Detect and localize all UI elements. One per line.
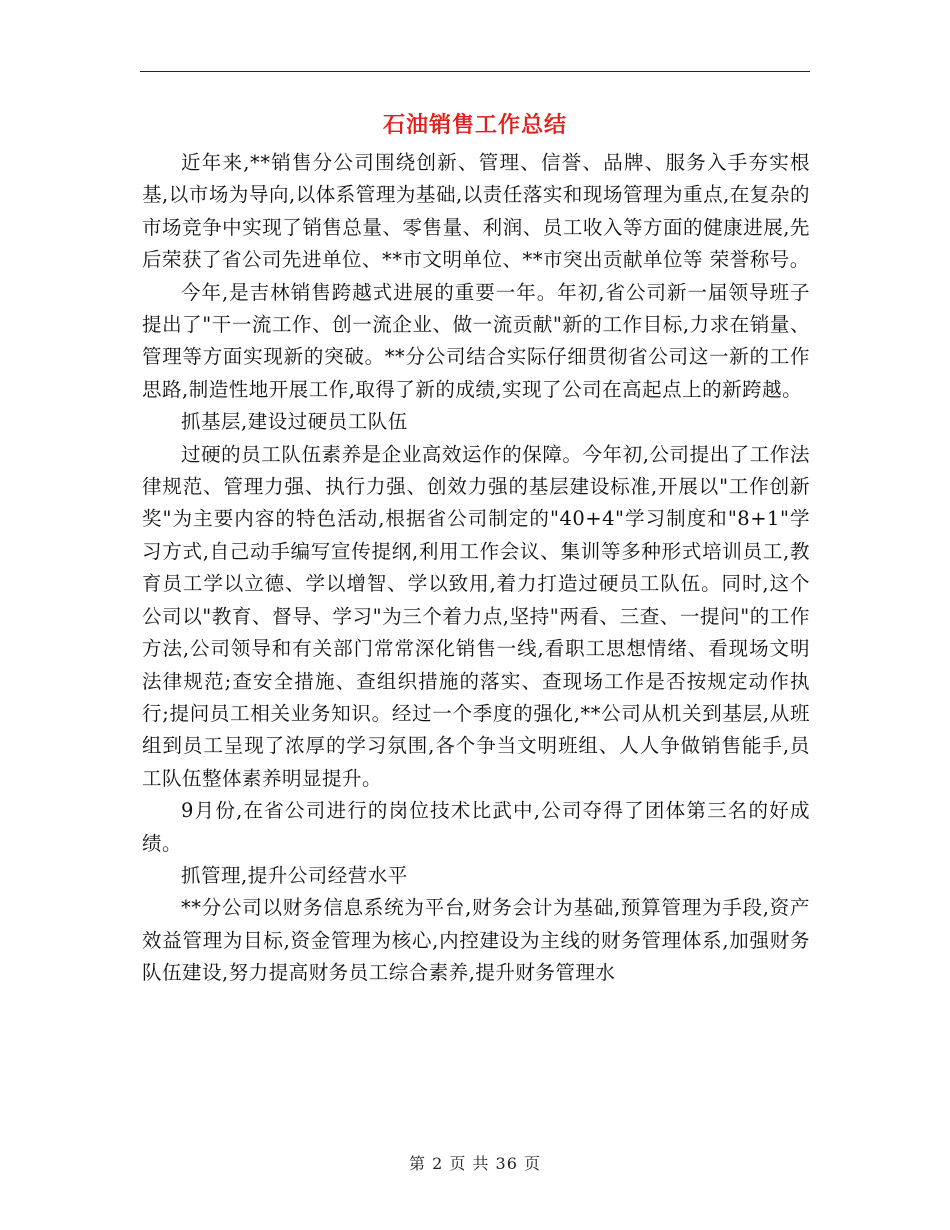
header-rule (140, 71, 810, 72)
paragraph-finance: **分公司以财务信息系统为平台,财务会计为基础,预算管理为手段,资产效益管理为目标,资金管理为核心,内控建设为主线的财务管理体系,加强财务队伍建设,努力提高财务员工综合素养,提升财务管理水 (142, 896, 810, 985)
paragraph-intro: 近年来,**销售分公司围绕创新、管理、信誉、品牌、服务入手夯实根基,以市场为导向,以体系管理为基础,以责任落实和现场管理为重点,在复杂的市场竞争中实现了销售总量、零售量、利润、员工收入等方面的健康进展,先后荣获了省公司先进单位、**市文明单位、**市突出贡献单位等 荣誉称号。 (142, 151, 810, 272)
section-heading-management: 抓管理,提升公司经营水平 (181, 863, 408, 887)
section-heading-grassroots: 抓基层,建设过硬员工队伍 (181, 410, 408, 434)
page-number: 第 2 页 共 36 页 (409, 1154, 541, 1173)
document-body (142, 147, 810, 990)
paragraph-this-year: 今年,是吉林销售跨越式进展的重要一年。年初,省公司新一届领导班子提出了"干一流工作、创一流企业、做一流贡献"新的工作目标,力求在销量、管理等方面实现新的突破。**分公司结合实际仔细贯彻省公司这一新的工作思路,制造性地开展工作,取得了新的成绩,实现了公司在高起点上的新跨越。 (142, 280, 810, 401)
paragraph-competition: 9月份,在省公司进行的岗位技术比武中,公司夺得了团体第三名的好成绩。 (142, 799, 810, 855)
paragraph-team-building: 过硬的员工队伍素养是企业高效运作的保障。今年初,公司提出了工作法律规范、管理力强、执行力强、创效力强的基层建设标准,开展以"工作创新奖"为主要内容的特色活动,根据省公司制定的"40+4"学习制度和"8+1"学习方式,自己动手编写宣传提纲,利用工作会议、集训等多种形式培训员工,教育员工学以立德、学以增智、学以致用,着力打造过硬员工队伍。同时,这个公司以"教育、督导、学习"为三个着力点,坚持"两看、三查、一提问"的工作方法,公司领导和有关部门常常深化销售一线,看职工思想情绪、看现场文明法律规范;查安全措施、查组织措施的落实、查现场工作是否按规定动作执行;提问员工相关业务知识。经过一个季度的强化,**公司从机关到基层,从班组到员工呈现了浓厚的学习氛围,各个争当文明班组、人人争做销售能手,员工队伍整体素养明显提升。 (142, 442, 810, 790)
document-title: 石油销售工作总结 (382, 112, 567, 138)
